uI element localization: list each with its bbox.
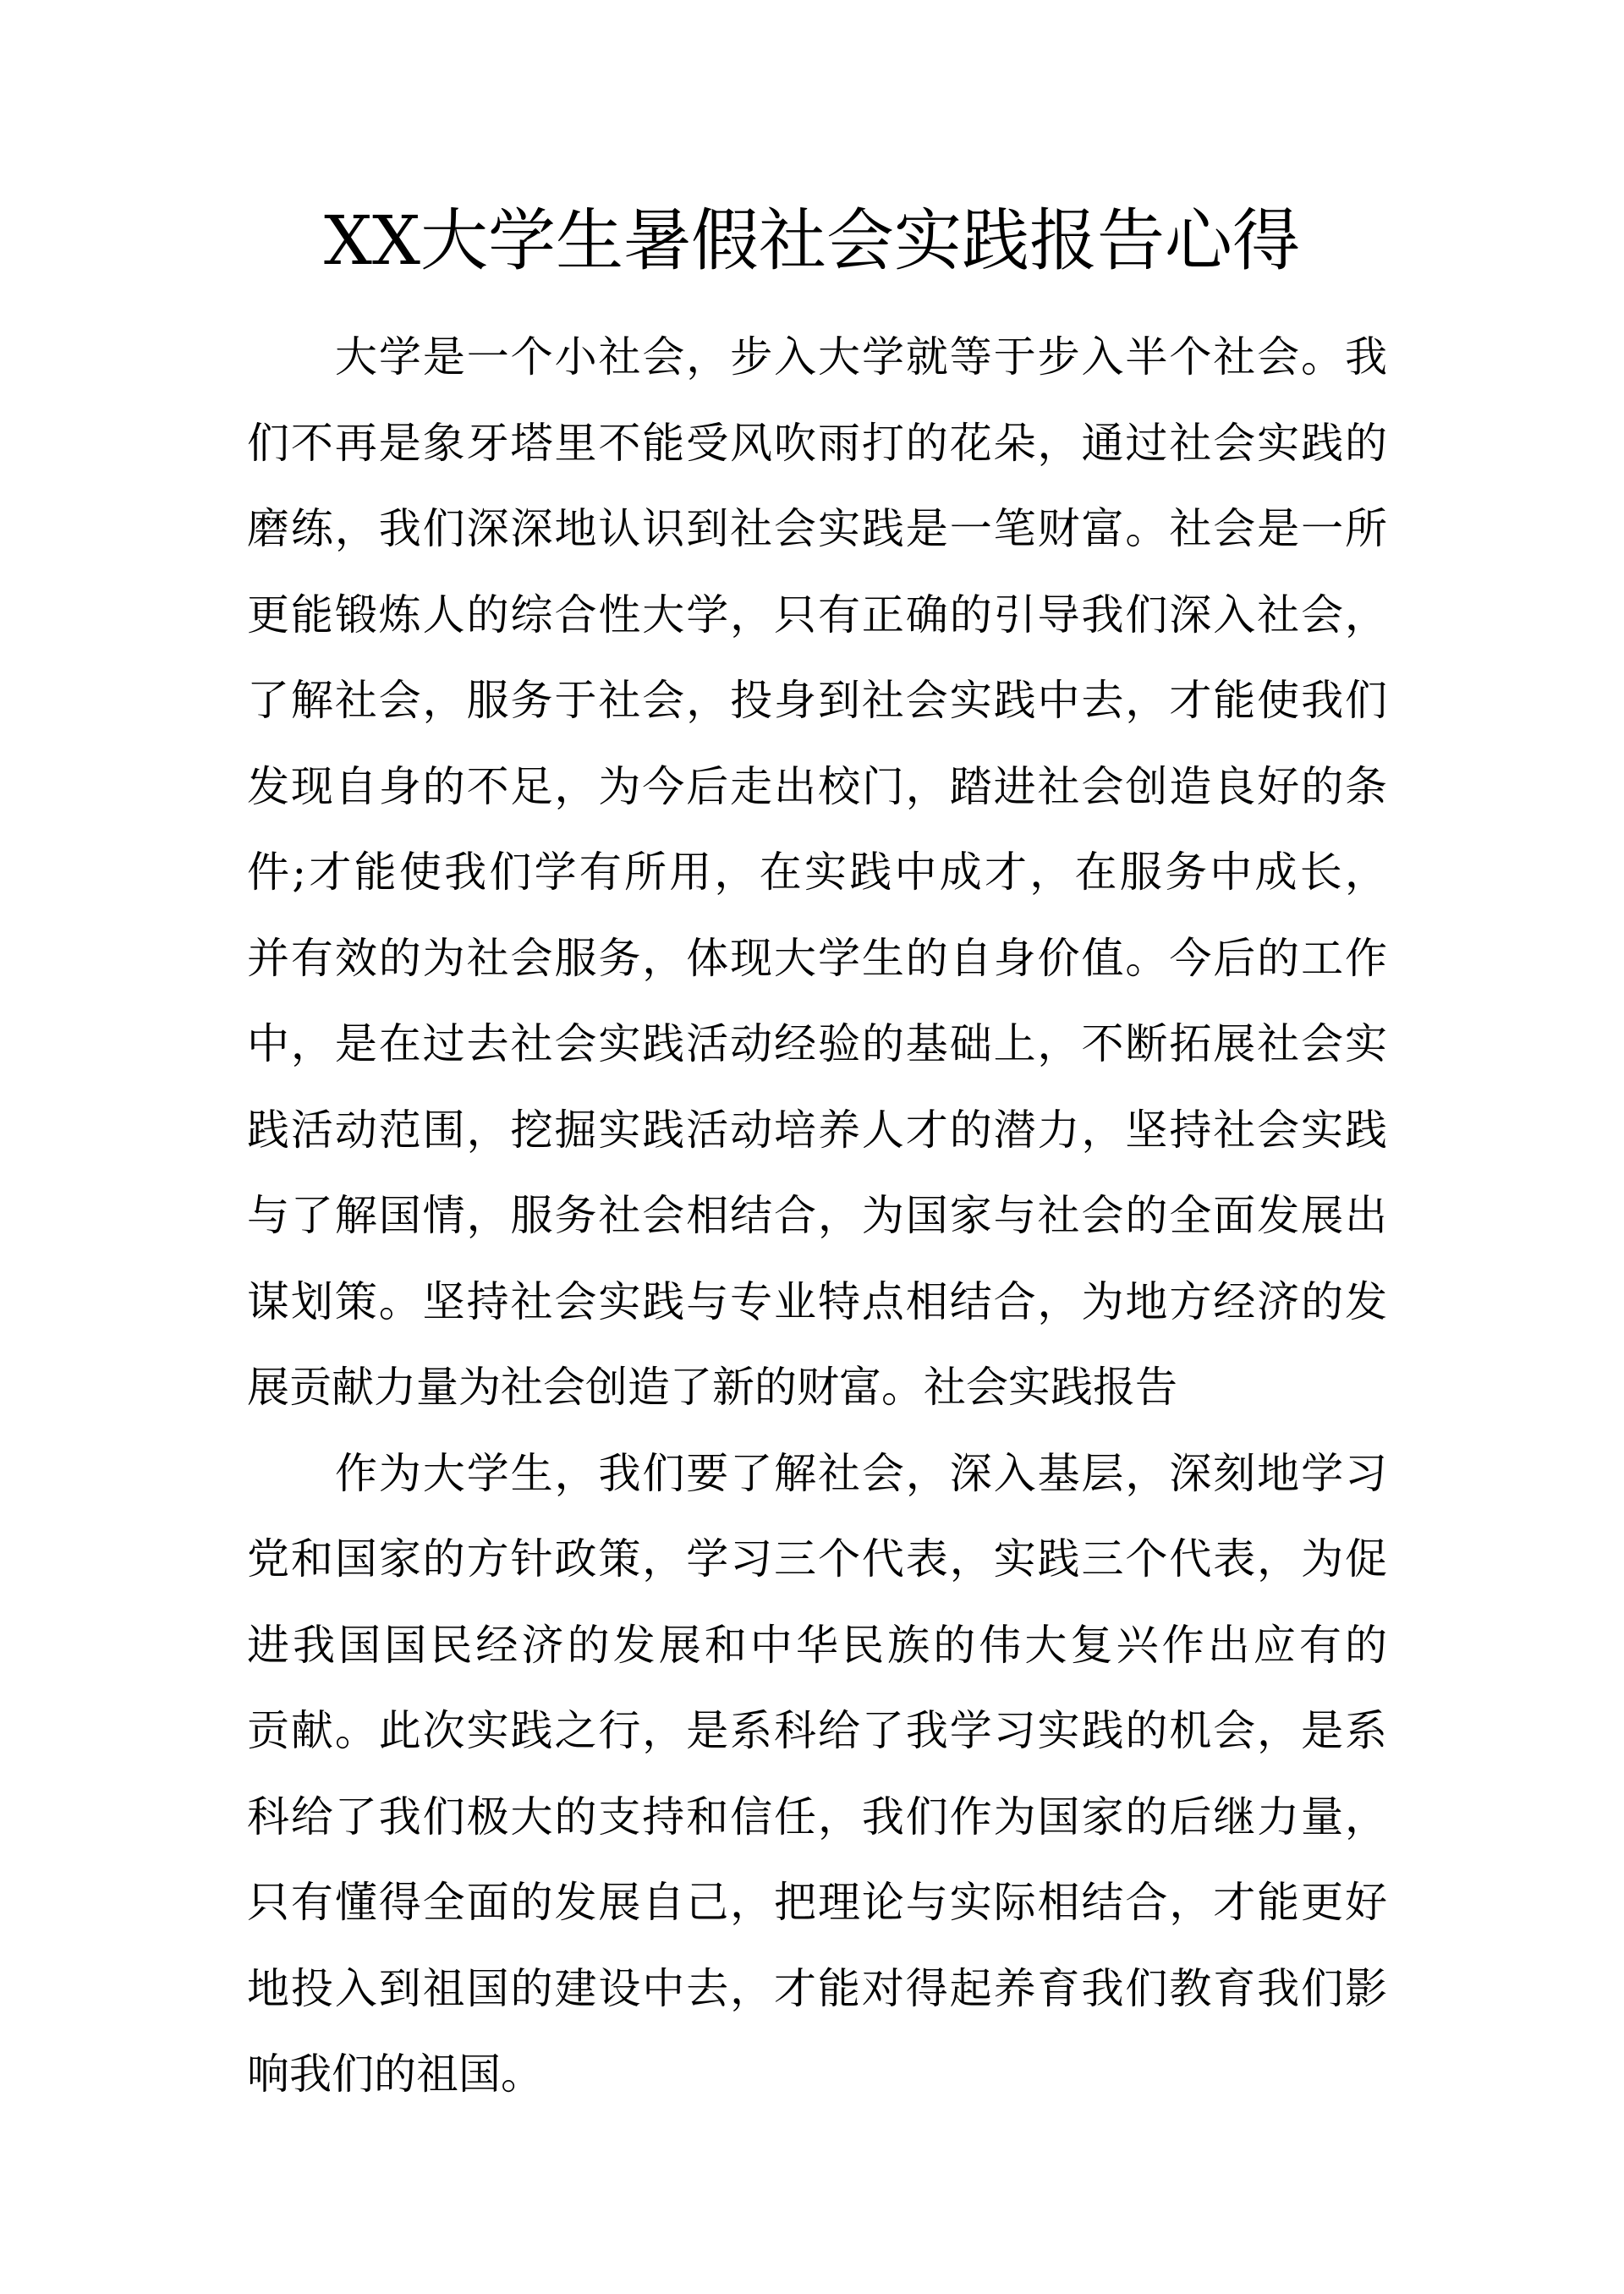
text-line: 科给了我们极大的支持和信任，我们作为国家的后继力量， (247, 1792, 1387, 1841)
text-line: 了解社会，服务于社会，投身到社会实践中去，才能使我们 (247, 676, 1387, 725)
text-line: 中，是在过去社会实践活动经验的基础上，不断拓展社会实 (247, 1019, 1387, 1068)
document-title: XX大学生暑假社会实践报告心得 (324, 201, 1300, 280)
text-line: 展贡献力量为社会创造了新的财富。社会实践报告 (247, 1363, 1177, 1412)
text-line: 贡献。此次实践之行，是系科给了我学习实践的机会，是系 (247, 1706, 1387, 1755)
text-line: 件;才能使我们学有所用，在实践中成才，在服务中成长， (247, 848, 1387, 897)
text-line: 党和国家的方针政策，学习三个代表，实践三个代表，为促 (247, 1534, 1387, 1583)
text-line: 磨练，我们深深地认识到社会实践是一笔财富。社会是一所 (247, 504, 1387, 553)
text-line: 进我国国民经济的发展和中华民族的伟大复兴作出应有的 (247, 1620, 1387, 1670)
paragraph (247, 1431, 1387, 2118)
text-line: 践活动范围，挖掘实践活动培养人才的潜力，坚持社会实践 (247, 1105, 1387, 1155)
text-line: 更能锻炼人的综合性大学，只有正确的引导我们深入社会， (247, 590, 1387, 639)
text-line: 地投入到祖国的建设中去，才能对得起养育我们教育我们影 (247, 1963, 1387, 2013)
text-line: 与了解国情，服务社会相结合，为国家与社会的全面发展出 (247, 1191, 1387, 1240)
text-line: 们不再是象牙塔里不能受风吹雨打的花朵，通过社会实践的 (247, 418, 1387, 468)
text-line: 并有效的为社会服务，体现大学生的自身价值。今后的工作 (247, 933, 1387, 983)
text-line: 谋划策。坚持社会实践与专业特点相结合，为地方经济的发 (247, 1276, 1387, 1326)
text-line: 作为大学生，我们要了解社会，深入基层，深刻地学习 (335, 1448, 1387, 1498)
document-body (247, 315, 1387, 2118)
text-line: 只有懂得全面的发展自己，把理论与实际相结合，才能更好 (247, 1878, 1387, 1927)
text-line: 响我们的祖国。 (247, 2050, 543, 2099)
text-line: 大学是一个小社会，步入大学就等于步入半个社会。我 (335, 332, 1387, 381)
paragraph (247, 315, 1387, 1431)
text-line: 发现自身的不足，为今后走出校门，踏进社会创造良好的条 (247, 761, 1387, 811)
